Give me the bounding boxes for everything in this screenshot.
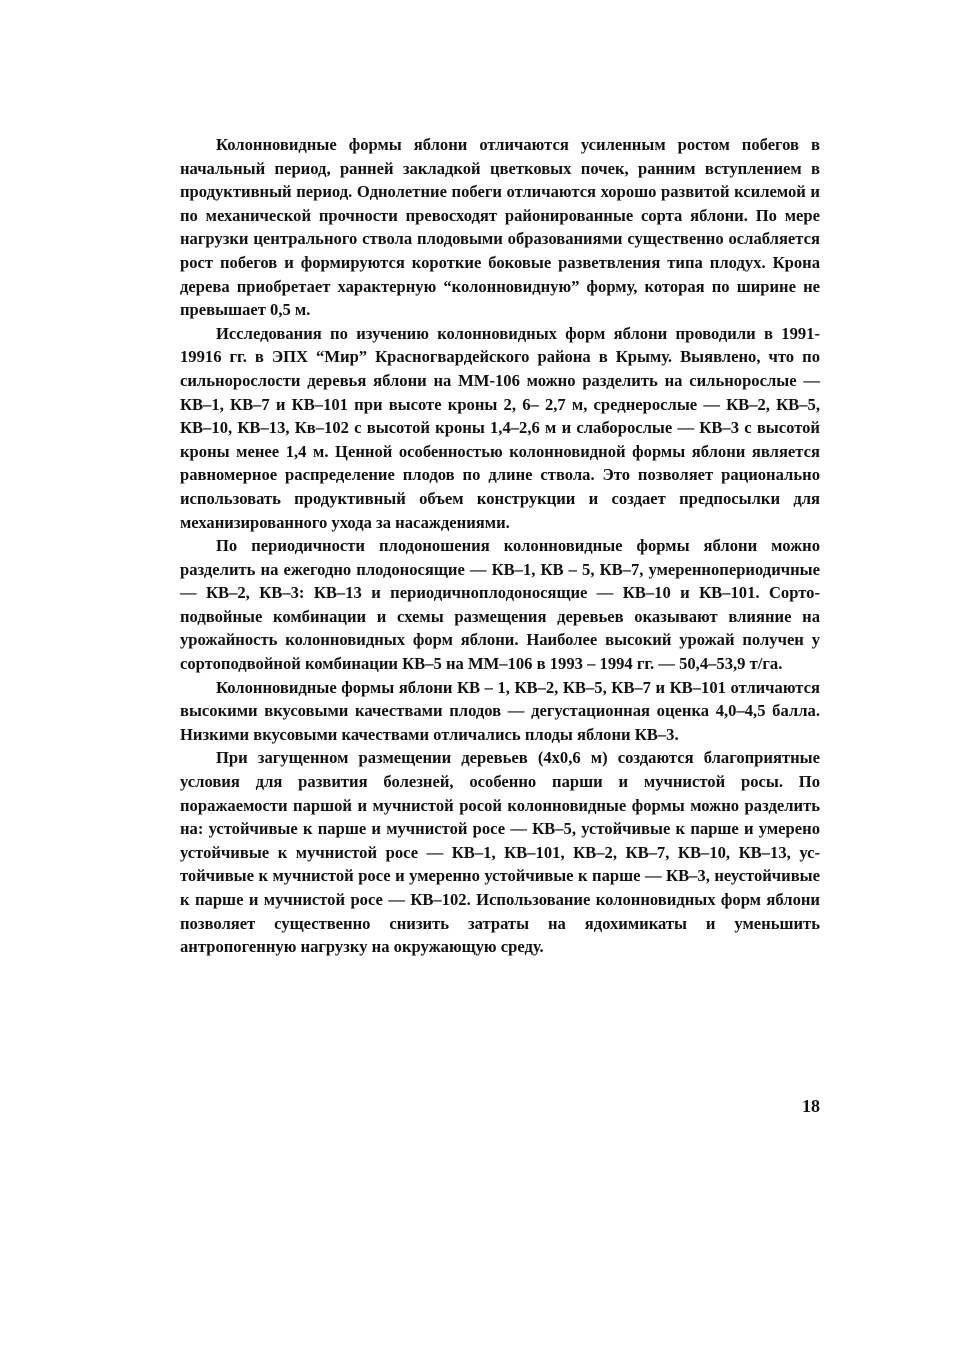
paragraph: Колонновидные формы яблони КВ – 1, КВ–2, КВ–5, КВ–7 и КВ–101 отличаются высокими вкусовыми качествами плодов — дегустационная оценка 4,0–4,5 балла. Низкими вкусовыми качествами отличались плоды яблони КВ–3.: [180, 677, 820, 744]
paragraph: Исследования по изучению колонновидных форм яблони проводили в 1991-19916 гг. в ЭПХ “Мир” Красногвардейского района в Крыму. Выявлено, что по сильнорослости деревья яблони на ММ-106 можно разделить на сильнорослые — КВ–1, КВ–7 и КВ–101 при высоте кроны 2, 6– 2,7 м, среднерослые — КВ–2, КВ–5, КВ–10, КВ–13, Кв–102 с высотой кроны 1,4–2,6 м и слаборослые — КВ–3 с высотой кроны менее 1,4 м. Ценной особенностью колонновидной формы яблони является равномерное распределение плодов по длине ствола. Это позволяет рационально использовать продуктивный объем конструкции и создает предпосылки для механизированного ухода за насаждениями.: [180, 323, 820, 532]
paragraph: Колонновидные формы яблони отличаются усиленным ростом побегов в начальный период, ранней закладкой цветковых почек, ранним вступлением в продуктивный период. Однолетние побеги отличаются хорошо развитой ксилемой и по механической прочности превосходят районированные сорта яблони. По мере нагрузки центрального ствола плодовыми образованиями существенно ослабляется рост побегов и формируются короткие боковые разветвления типа плодух. Крона дерева приобретает характерную “колонновидную” форму, которая по ширине не превышает 0,5 м.: [180, 135, 820, 320]
page-body: [180, 133, 820, 959]
paragraph: По периодичности плодоношения колонновидные формы яблони можно разделить на ежегодно плодоносящие — КВ–1, КВ – 5, КВ–7, умереннопериодичные — КВ–2, КВ–3: КВ–13 и периодичноплодоносящие — КВ–10 и КВ–101. Сорто-подвойные комбинации и схемы размещения деревьев оказывают влияние на урожайность колонновидных форм яблони. Наиболее высокий урожай получен у сортоподвойной комбинации КВ–5 на ММ–106 в 1993 – 1994 гг. — 50,4–53,9 т/га.: [180, 536, 820, 674]
page-number: 18: [802, 1096, 820, 1116]
paragraph: При загущенном размещении деревьев (4х0,6 м) создаются благоприятные условия для развития болезней, особенно парши и мучнистой росы. По поражаемости паршой и мучнистой росой колонновидные формы можно разделить на: устойчивые к парше и мучнистой росе — КВ–5, устойчивые к парше и умерено устойчивые к мучнистой росе — КВ–1, КВ–101, КВ–2, КВ–7, КВ–10, КВ–13, устойчивые к мучнистой росе и умеренно устойчивые к парше — КВ–3, неустойчивые к парше и мучнистой росе — КВ–102. Использование колонновидных форм яблони позволяет существенно снизить затраты на ядохимикаты и уменьшить антропогенную нагрузку на окружающую среду.: [180, 748, 820, 957]
